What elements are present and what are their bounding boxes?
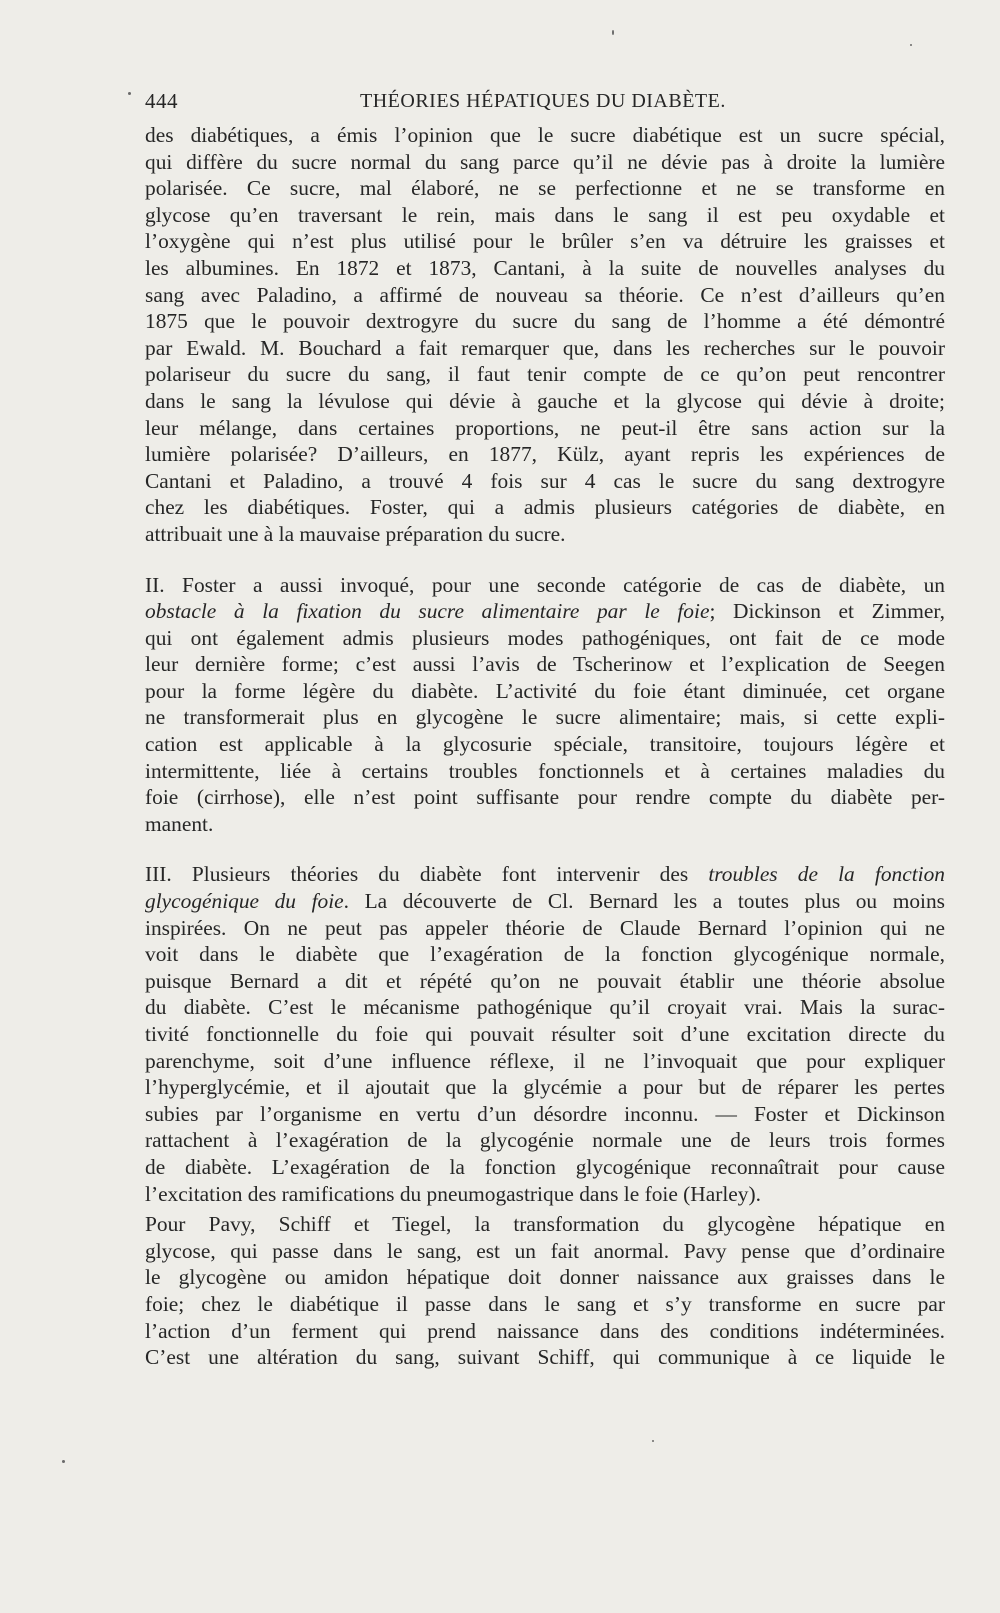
paper-speck: [612, 30, 614, 35]
paragraph-2: [145, 572, 945, 838]
text-line: par Ewald. M. Bouchard a fait remarquer que, dans les recherches sur le pouvoir: [145, 335, 945, 360]
text-line: C’est une altération du sang, suivant Schiff, qui communique à ce liquide le: [145, 1345, 945, 1370]
text-line: sang avec Paladino, a affirmé de nouveau sa théorie. Ce n’est d’ailleurs qu’en: [145, 282, 945, 307]
paper-speck: [62, 1460, 65, 1463]
text-line: attribuait une à la mauvaise préparation du sucre.: [145, 521, 566, 546]
text-line: qui diffère du sucre normal du sang parce qu’il ne dévie pas à droite la lumière: [145, 149, 945, 174]
text-line: lumière polarisée? D’ailleurs, en 1877, Külz, ayant repris les expériences de: [145, 442, 945, 467]
body-text: [145, 122, 945, 1371]
text-line: dans le sang la lévulose qui dévie à gauche et la glycose qui dévie à droite;: [145, 388, 945, 413]
text-line: subies par l’organisme en vertu d’un désordre inconnu. — Foster et Dickinson: [145, 1101, 945, 1126]
text-line: obstacle à la fixation du sucre alimentaire par le foie; Dickinson et Zimmer,: [145, 599, 945, 624]
running-title: THÉORIES HÉPATIQUES DU DIABÈTE.: [360, 90, 726, 112]
italic-phrase: glycogénique du foie: [145, 889, 344, 914]
italic-phrase: obstacle à la fixation du sucre alimentaire par le foie: [145, 599, 710, 624]
paper-speck: [910, 44, 912, 46]
text-line: voit dans le diabète que l’exagération de la fonction glycogénique normale,: [145, 942, 945, 967]
text-line: qui ont également admis plusieurs modes pathogéniques, ont fait de ce mode: [145, 625, 945, 650]
text-line: le glycogène ou amidon hépatique doit donner naissance aux graisses dans le: [145, 1265, 945, 1290]
italic-phrase: troubles de la fonction: [708, 862, 946, 887]
text-line: rattachent à l’exagération de la glycogénie normale une de leurs trois formes: [145, 1128, 945, 1153]
text-line: l’action d’un ferment qui prend naissance dans des conditions indéterminées.: [145, 1318, 945, 1343]
text-line: du diabète. C’est le mécanisme pathogénique qu’il croyait vrai. Mais la surac-: [145, 995, 945, 1020]
text-line: l’oxygène qui n’est plus utilisé pour le brûler s’en va détruire les graisses et: [145, 229, 945, 254]
text-line: glycose qu’en traversant le rein, mais dans le sang il est peu oxydable et: [145, 202, 945, 227]
text-line: inspirées. On ne peut pas appeler théorie de Claude Bernard l’opinion qui ne: [145, 915, 945, 940]
paragraph-3: [145, 861, 945, 1207]
text-line: ne transformerait plus en glycogène le sucre alimentaire; mais, si cette expli-: [145, 705, 945, 730]
paragraph-1: [145, 122, 945, 548]
paper-speck: [652, 1440, 654, 1442]
text-line: 1875 que le pouvoir dextrogyre du sucre du sang de l’homme a été démontré: [145, 309, 945, 334]
paper-speck: [128, 92, 131, 95]
text-line: glycogénique du foie. La découverte de Cl. Bernard les a toutes plus ou moins: [145, 889, 945, 914]
text-line: II. Foster a aussi invoqué, pour une seconde catégorie de cas de diabète, un: [145, 572, 945, 597]
text-line: foie (cirrhose), elle n’est point suffisante pour rendre compte du diabète per-: [145, 785, 945, 810]
text-line: de diabète. L’exagération de la fonction glycogénique reconnaîtrait pour cause: [145, 1154, 945, 1179]
text-line: polarisée. Ce sucre, mal élaboré, ne se perfectionne et ne se transforme en: [145, 176, 945, 201]
text-line: tivité fonctionnelle du foie qui pouvait résulter soit d’une excitation directe du: [145, 1022, 945, 1046]
text-line: leur dernière forme; c’est aussi l’avis de Tscherinow et l’explication de Seegen: [145, 652, 945, 677]
running-head: [145, 86, 940, 116]
text-line: l’excitation des ramifications du pneumogastrique dans le foie (Harley).: [145, 1181, 761, 1206]
text-line: cation est applicable à la glycosurie spéciale, transitoire, toujours légère et: [145, 732, 945, 757]
paragraph-4: [145, 1211, 945, 1371]
text-line: les albumines. En 1872 et 1873, Cantani, à la suite de nouvelles analyses du: [145, 255, 945, 280]
text-line: leur mélange, dans certaines proportions, ne peut-il être sans action sur la: [145, 415, 945, 440]
page-number: 444: [145, 89, 178, 113]
text-line: parenchyme, soit d’une influence réflexe, il ne l’invoquait que pour expliquer: [145, 1048, 945, 1073]
text-line: glycose, qui passe dans le sang, est un fait anormal. Pavy pense que d’ordinaire: [145, 1238, 945, 1263]
text-line: foie; chez le diabétique il passe dans le sang et s’y transforme en sucre par: [145, 1291, 945, 1316]
text-line: Cantani et Paladino, a trouvé 4 fois sur 4 cas le sucre du sang dextrogyre: [145, 468, 945, 493]
text-line: pour la forme légère du diabète. L’activité du foie étant diminuée, cet organe: [145, 678, 945, 703]
text-line: des diabétiques, a émis l’opinion que le sucre diabétique est un sucre spécial,: [145, 123, 945, 147]
text-line: manent.: [145, 811, 214, 836]
text-line: chez les diabétiques. Foster, qui a admis plusieurs catégories de diabète, en: [145, 495, 945, 520]
text-line: l’hyperglycémie, et il ajoutait que la glycémie a pour but de réparer les pertes: [145, 1075, 945, 1100]
text-line: III. Plusieurs théories du diabète font intervenir des troubles de la fonction: [145, 862, 946, 887]
text-line: puisque Bernard a dit et répété qu’on ne pouvait établir une théorie absolue: [145, 968, 945, 993]
text-line: intermittente, liée à certains troubles fonctionnels et à certaines maladies du: [145, 758, 945, 783]
text-line: polariseur du sucre du sang, il faut tenir compte de ce qu’on peut rencontrer: [145, 362, 945, 387]
text-line: Pour Pavy, Schiff et Tiegel, la transformation du glycogène hépatique en: [145, 1212, 945, 1237]
